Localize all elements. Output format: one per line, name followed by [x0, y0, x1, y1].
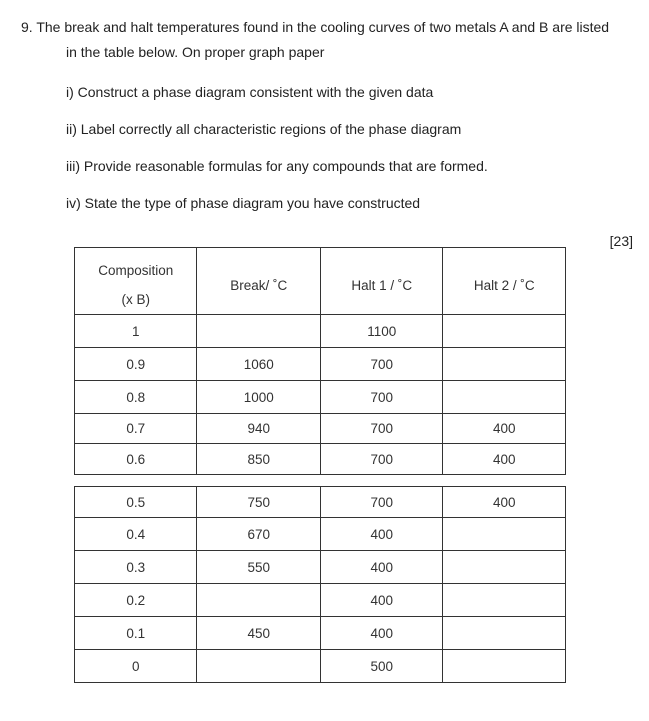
question-text-line-2: in the table below. On proper graph paper: [66, 44, 325, 60]
cell-halt-2: [443, 381, 566, 414]
question-text-line-1: 9. The break and halt temperatures found in the cooling curves of two metals A and B are listed: [21, 19, 610, 35]
cell-halt-1: 700: [320, 487, 442, 518]
table-row: [75, 518, 566, 551]
cell-composition: 0.4: [75, 518, 197, 551]
question-part-i: i) Construct a phase diagram consistent with the given data: [66, 84, 434, 100]
cell-halt-1: 700: [320, 348, 442, 381]
cell-composition: 0.8: [75, 381, 197, 414]
cell-break: 750: [197, 487, 321, 518]
cell-halt-2: [443, 551, 566, 584]
cell-composition: 0: [75, 650, 197, 683]
cell-halt-1: 700: [320, 444, 442, 475]
table-row: [75, 617, 566, 650]
cell-composition: 0.1: [75, 617, 197, 650]
cell-halt-2: [443, 518, 566, 551]
cell-break: 940: [197, 414, 321, 444]
cell-break: 450: [197, 617, 321, 650]
header-break-label: Break/ ˚C: [230, 277, 288, 293]
header-composition-label: Composition: [98, 263, 174, 278]
cell-break: [197, 584, 321, 617]
cell-halt-2: [443, 348, 566, 381]
cell-composition: 0.9: [75, 348, 197, 381]
cell-halt-1: 400: [320, 584, 442, 617]
cell-halt-2: [443, 584, 566, 617]
cell-break: 670: [197, 518, 321, 551]
cell-halt-2: 400: [443, 487, 566, 518]
cell-composition: 0.5: [75, 487, 197, 518]
question-part-ii: ii) Label correctly all characteristic regions of the phase diagram: [66, 121, 462, 137]
cell-halt-1: 400: [320, 551, 442, 584]
cell-break: 550: [197, 551, 321, 584]
cell-halt-1: 400: [320, 617, 442, 650]
cell-composition: 0.3: [75, 551, 197, 584]
header-halt-2: [443, 248, 566, 315]
cell-halt-2: 400: [443, 414, 566, 444]
cell-composition: 1: [75, 315, 197, 348]
cell-composition: 0.2: [75, 584, 197, 617]
table-row: [75, 650, 566, 683]
header-halt-1-label: Halt 1 / ˚C: [351, 277, 413, 293]
question-part-iv: iv) State the type of phase diagram you have constructed: [66, 195, 421, 211]
cell-break: [197, 315, 321, 348]
header-break: [197, 248, 321, 315]
question-part-iii: iii) Provide reasonable formulas for any compounds that are formed.: [66, 158, 488, 174]
cell-halt-2: 400: [443, 444, 566, 475]
header-composition: [75, 248, 197, 315]
cell-halt-2: [443, 650, 566, 683]
table-row: [75, 348, 566, 381]
table-header-row: [75, 248, 566, 315]
marks-label: [23]: [609, 233, 633, 249]
cell-composition: 0.7: [75, 414, 197, 444]
table-row: [75, 584, 566, 617]
data-table-part-2: [74, 486, 566, 683]
data-table-part-1: [74, 247, 566, 475]
cell-break: 1000: [197, 381, 321, 414]
table-row: [75, 315, 566, 348]
cell-halt-1: 700: [320, 414, 442, 444]
cell-halt-2: [443, 315, 566, 348]
cell-halt-1: 500: [320, 650, 442, 683]
cell-break: 850: [197, 444, 321, 475]
header-halt-2-label: Halt 2 / ˚C: [473, 277, 535, 293]
cell-break: [197, 650, 321, 683]
table-row: [75, 414, 566, 444]
cell-break: 1060: [197, 348, 321, 381]
table-row: [75, 381, 566, 414]
cell-halt-2: [443, 617, 566, 650]
header-composition-unit: (x B): [121, 292, 150, 307]
table-row: [75, 487, 566, 518]
cell-halt-1: 1100: [320, 315, 442, 348]
header-halt-1: [320, 248, 442, 315]
cell-halt-1: 700: [320, 381, 442, 414]
table-row: [75, 444, 566, 475]
cell-halt-1: 400: [320, 518, 442, 551]
table-row: [75, 551, 566, 584]
cell-composition: 0.6: [75, 444, 197, 475]
